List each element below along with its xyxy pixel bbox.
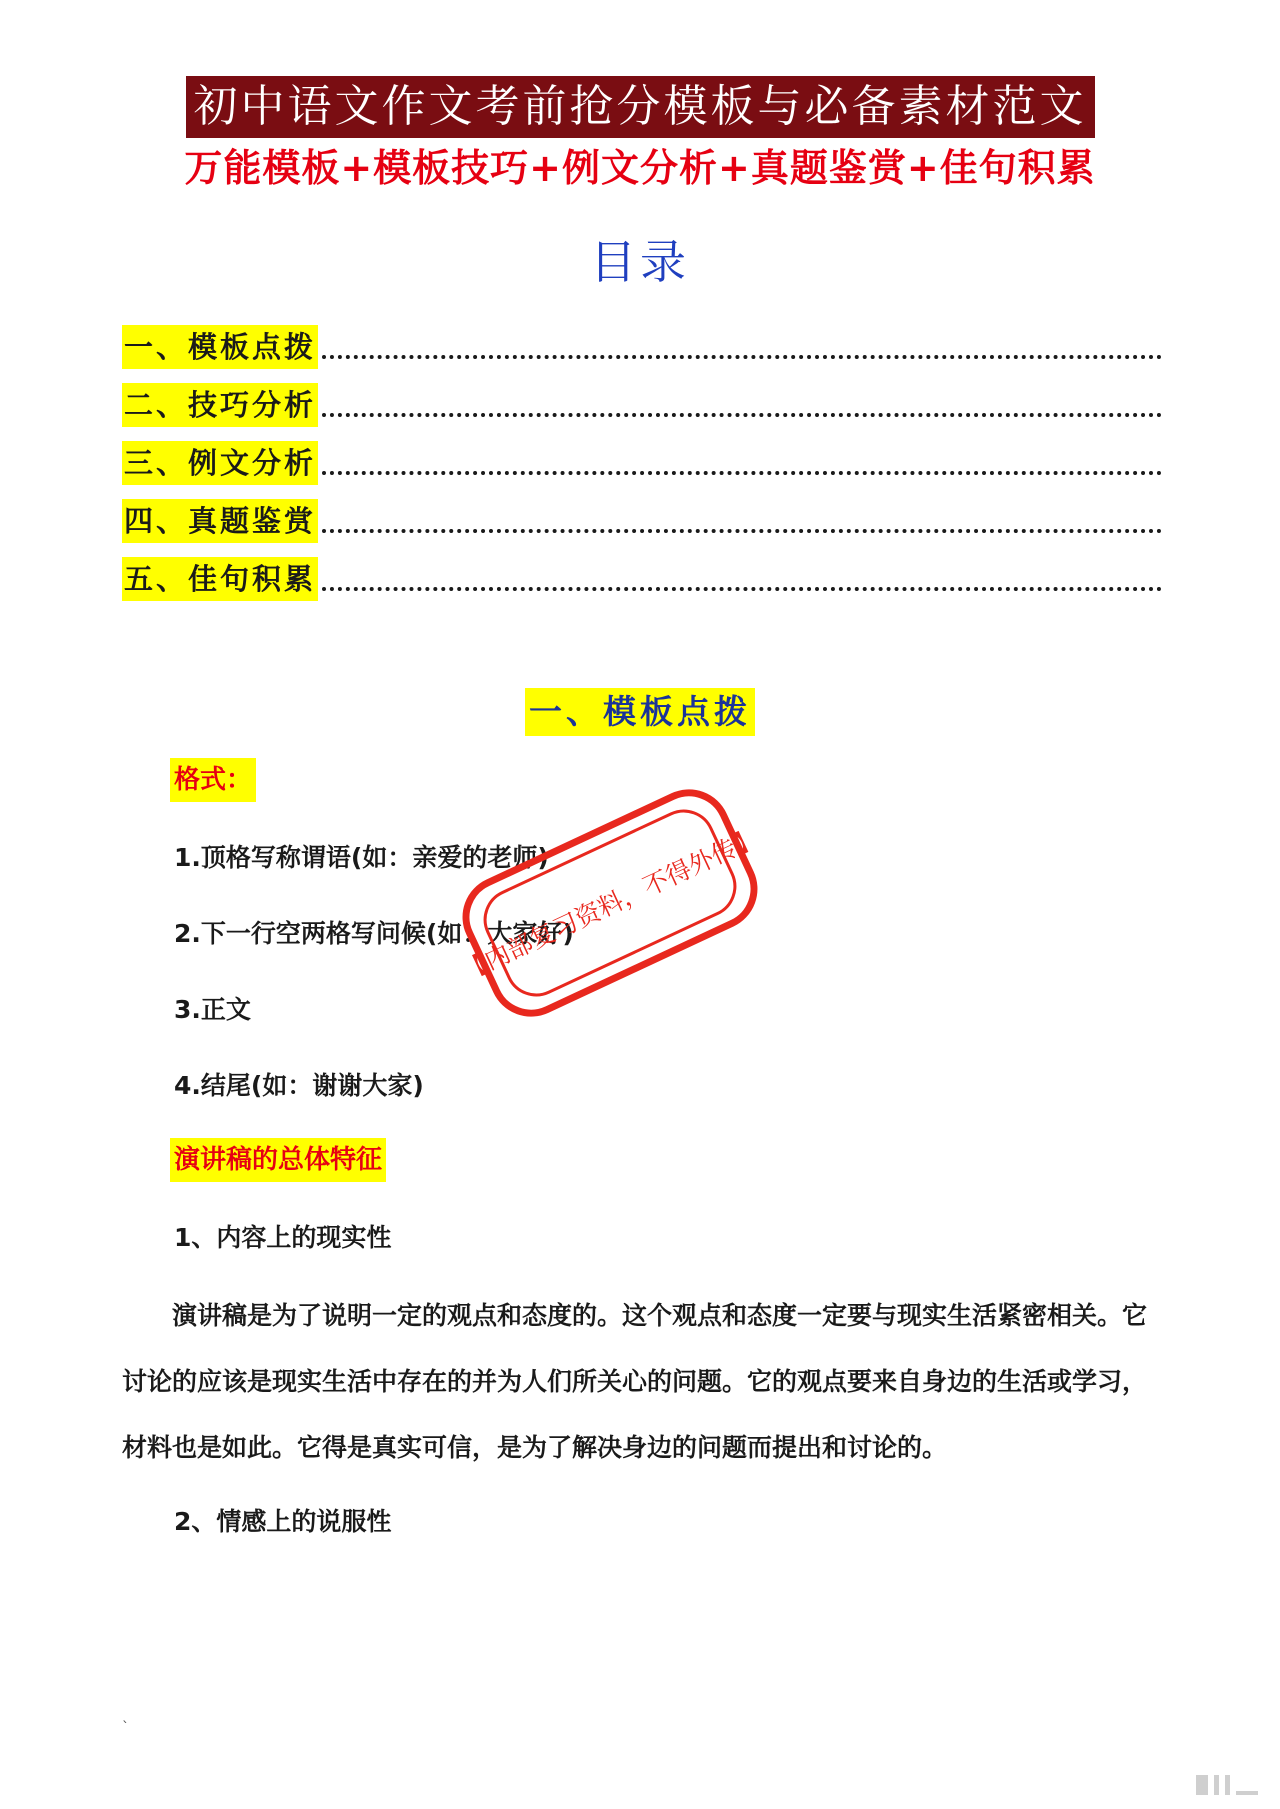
toc-heading: 目录: [590, 235, 690, 289]
format-label: 格式：: [170, 758, 256, 802]
toc-item[interactable]: [122, 318, 1162, 376]
title-wrap: [0, 76, 1280, 138]
confidential-stamp: [445, 778, 775, 1028]
feature-body: 演讲稿是为了说明一定的观点和态度的。这个观点和态度一定要与现实生活紧密相关。它讨论的应该是现实生活中存在的并为人们所关心的问题。它的观点要来自身边的生活或学习，材料也是如此。它得是真实可信，是为了解决身边的问题而提出和讨论的。: [122, 1301, 1148, 1462]
section-heading-wrap: [0, 688, 1280, 736]
toolbar-bar-icon: [1214, 1775, 1219, 1795]
document-subtitle: 万能模板+模板技巧+例文分析+真题鉴赏+佳句积累: [184, 146, 1096, 190]
document-title: 初中语文作文考前抢分模板与必备素材范文: [186, 76, 1095, 138]
stamp-inner-border: [475, 801, 744, 1005]
page-mark: `: [122, 1720, 129, 1736]
feature-title: 1、内容上的现实性: [174, 1223, 392, 1252]
stamp-outer-border: [454, 780, 767, 1025]
toc-item[interactable]: [122, 434, 1162, 492]
features-label: 演讲稿的总体特征: [170, 1138, 386, 1182]
toolbar-bar-icon: [1196, 1775, 1208, 1795]
table-of-contents: [122, 318, 1162, 608]
format-item: 4.结尾(如：谢谢大家): [174, 1071, 424, 1100]
toc-dot-leader: [322, 413, 1162, 417]
section-heading: 一、模板点拨: [525, 688, 755, 736]
toc-dot-leader: [322, 587, 1162, 591]
toc-item-label: 三、例文分析: [122, 441, 318, 485]
toc-item[interactable]: [122, 492, 1162, 550]
toc-dot-leader: [322, 355, 1162, 359]
feature-title: 2、情感上的说服性: [174, 1507, 392, 1536]
toc-item[interactable]: [122, 550, 1162, 608]
format-item: 2.下一行空两格写问候(如：大家好): [174, 919, 574, 948]
stamp-text: 【内部复习资料，不得外传】: [457, 822, 765, 987]
toolbar-line-icon: [1236, 1791, 1258, 1795]
footer-toolbar: [1196, 1775, 1258, 1795]
format-item: 1.顶格写称谓语(如：亲爱的老师): [174, 843, 549, 872]
toc-item-label: 一、模板点拨: [122, 325, 318, 369]
toc-item-label: 五、佳句积累: [122, 557, 318, 601]
toolbar-bar-icon: [1225, 1775, 1230, 1795]
toc-item[interactable]: [122, 376, 1162, 434]
format-item: 3.正文: [174, 995, 251, 1024]
toc-item-label: 二、技巧分析: [122, 383, 318, 427]
toc-item-label: 四、真题鉴赏: [122, 499, 318, 543]
toc-dot-leader: [322, 529, 1162, 533]
toc-dot-leader: [322, 471, 1162, 475]
